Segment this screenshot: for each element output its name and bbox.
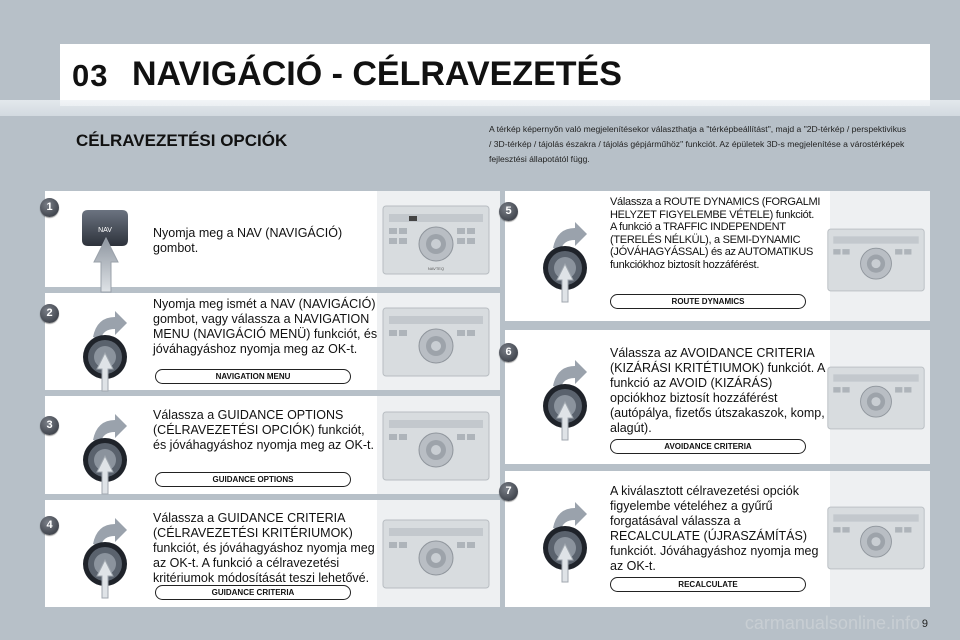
step-text-3: Válassza a GUIDANCE OPTIONS (CÉLRAVEZETÉSI OPCIÓK) funkciót, és jóváhagyáshoz nyomja meg az OK-t. — [153, 408, 374, 452]
footer-watermark: carmanualsonline.info — [744, 613, 920, 633]
step-text-4: Válassza a GUIDANCE CRITERIA (CÉLRAVEZETÉSI KRITÉRIUMOK) funkciót, és jóváhagyáshoz nyomja meg az OK-t. A funkció a célravezetési kritériumok módosítását teszi lehetővé. — [153, 511, 375, 585]
step-number-1: 1 — [40, 198, 59, 217]
avoidance-criteria-label: AVOIDANCE CRITERIA — [610, 439, 806, 454]
step-number-3: 3 — [40, 416, 59, 435]
step-text-7: A kiválasztott célravezetési opciók figyelembe vételéhez a gyűrű forgatásával válassza a RECALCULATE (ÚJRASZÁMÍTÁS) funkciót. Jóváhagyáshoz nyomja meg az OK-t. — [610, 484, 819, 573]
rotary-knob-icon — [79, 303, 133, 393]
step-number-4: 4 — [40, 516, 59, 535]
step-number-7: 7 — [499, 482, 518, 501]
stereo-unit-icon — [381, 516, 491, 592]
stereo-unit-icon — [826, 500, 926, 576]
page-title: NAVIGÁCIÓ - CÉLRAVEZETÉS — [132, 55, 622, 93]
intro-text: A térkép képernyőn való megjelenítésekor választhatja a "térképbeállítást", majd a "2D-térkép / perspektivikus / 3D-térkép / tájolás északra / tájolás gépjárműhöz" funkciót. Az épületek 3D-s megjelenítése a várostérképek fejlesztési állapotától függ. — [489, 124, 907, 164]
recalculate-label: RECALCULATE — [610, 577, 806, 592]
page-number: 9 — [921, 618, 928, 630]
rotary-knob-icon — [539, 352, 593, 442]
step-text-1: Nyomja meg a NAV (NAVIGÁCIÓ) gombot. — [153, 226, 343, 255]
step-text-5: Válassza a ROUTE DYNAMICS (FORGALMI HELYZET FIGYELEMBE VÉTELE) funkciót. A funkció a TRAFFIC INDEPENDENT (TERELÉS NÉLKÜL), a SEMI-DYNAMIC (JÓVÁHAGYÁSSAL) és az AUTOMATIKUS funkciókhoz biztosít hozzáférést. — [610, 196, 821, 271]
stereo-unit-icon — [381, 202, 491, 278]
rotary-knob-icon — [539, 214, 593, 304]
navigation-menu-label: NAVIGATION MENU — [155, 369, 351, 384]
step-number-5: 5 — [499, 202, 518, 221]
rotary-knob-icon — [539, 494, 593, 584]
step-text-6: Válassza az AVOIDANCE CRITERIA (KIZÁRÁSI KRITÉTIUMOK) funkciót. A funkció az AVOID (KIZÁRÁS) opciókhoz biztosít hozzáférést (autópálya, fizetős útszakaszok, komp, alagút). — [610, 346, 825, 435]
section-title: CÉLRAVEZETÉSI OPCIÓK — [76, 131, 288, 150]
rotary-knob-icon — [79, 510, 133, 600]
svg-text:NAV: NAV — [98, 227, 112, 234]
stereo-unit-icon — [381, 408, 491, 484]
chapter-number: 03 — [72, 58, 109, 93]
nav-button-icon — [76, 206, 136, 296]
step-number-6: 6 — [499, 343, 518, 362]
stereo-unit-icon — [826, 360, 926, 436]
step-number-2: 2 — [40, 304, 59, 323]
svg-text:NAVTEQ: NAVTEQ — [427, 266, 445, 271]
rotary-knob-icon — [79, 406, 133, 496]
header-band — [0, 100, 960, 116]
stereo-unit-icon — [381, 304, 491, 380]
guidance-criteria-label: GUIDANCE CRITERIA — [155, 585, 351, 600]
route-dynamics-label: ROUTE DYNAMICS — [610, 294, 806, 309]
guidance-options-label: GUIDANCE OPTIONS — [155, 472, 351, 487]
step-text-2: Nyomja meg ismét a NAV (NAVIGÁCIÓ) gombot, vagy válassza a NAVIGATION MENU (NAVIGÁCIÓ MENÜ) funkciót, és jóváhagyáshoz nyomja meg az OK-t. — [153, 297, 378, 356]
stereo-unit-icon — [826, 222, 926, 298]
